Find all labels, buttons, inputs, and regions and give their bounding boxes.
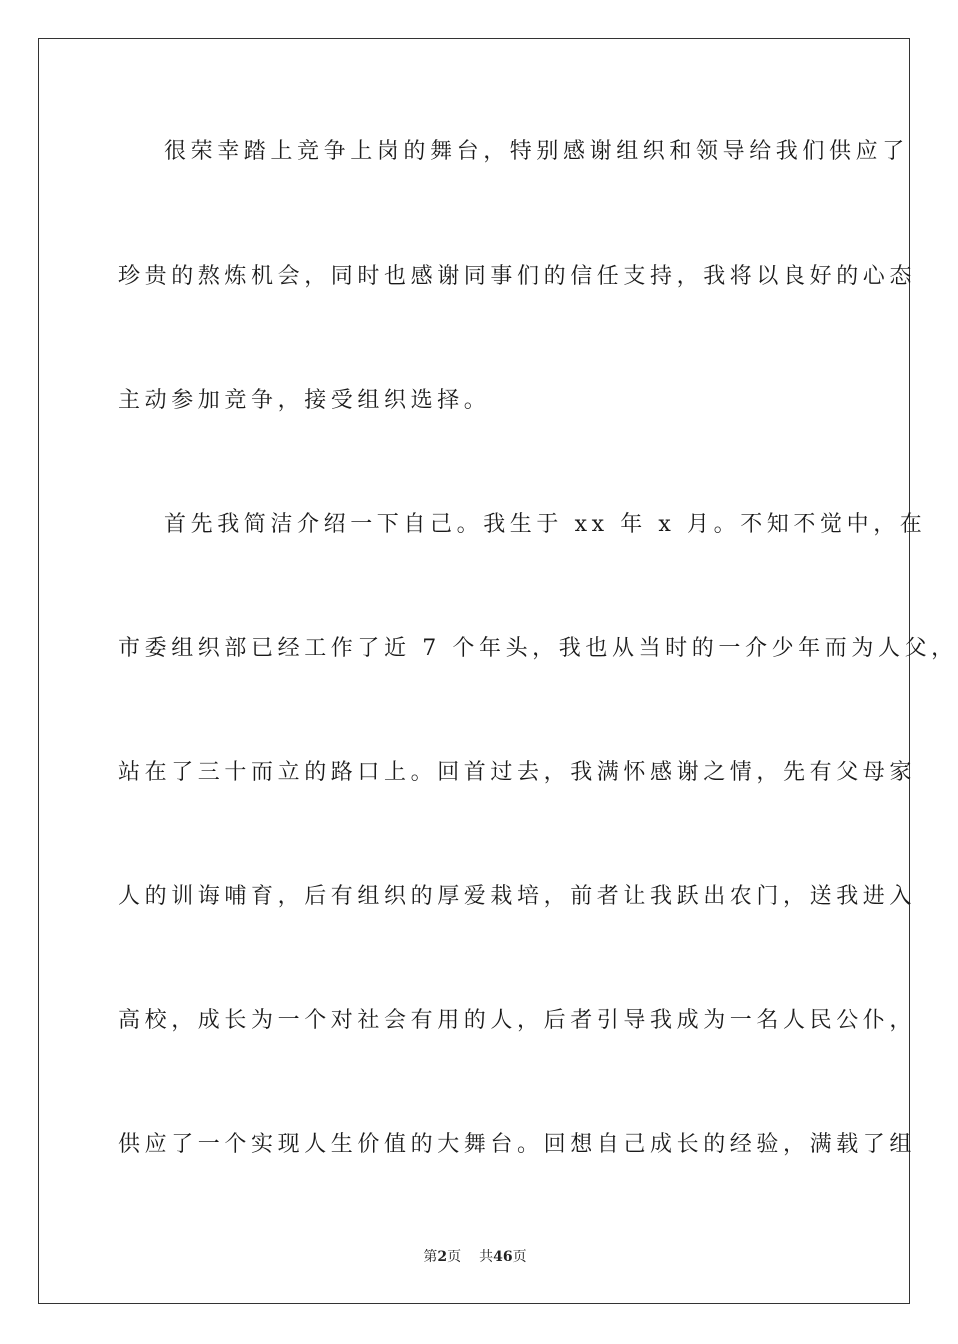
- paragraph-1-line-2: 珍贵的熬炼机会，同时也感谢同事们的信任支持，我将以良好的心态: [118, 264, 917, 289]
- total-prefix: 共: [479, 1249, 494, 1265]
- page-frame: [38, 38, 958, 1304]
- paragraph-2-line-1: 首先我简洁介绍一下自己。我生于 xx 年 x 月。不知不觉中，在: [164, 512, 927, 537]
- paragraph-2-line-4: 人的训诲哺育，后有组织的厚爱栽培，前者让我跃出农门，送我进入: [118, 884, 917, 909]
- paragraph-2-line-5: 高校，成长为一个对社会有用的人，后者引导我成为一名人民公仆，: [118, 1008, 917, 1033]
- total-suffix: 页: [512, 1249, 527, 1265]
- page-footer: [0, 1248, 950, 1266]
- paragraph-2-line-6: 供应了一个实现人生价值的大舞台。回想自己成长的经验，满载了组: [118, 1132, 917, 1157]
- paragraph-1-line-3: 主动参加竞争，接受组织选择。: [118, 388, 491, 413]
- page-prefix: 第: [423, 1249, 438, 1265]
- paragraph-1-line-1: 很荣幸踏上竞争上岗的舞台，特别感谢组织和领导给我们供应了: [164, 139, 909, 164]
- page-number: 2: [437, 1249, 448, 1265]
- page-suffix: 页: [447, 1249, 462, 1265]
- paragraph-2-line-2: 市委组织部已经工作了近 7 个年头，我也从当时的一介少年而为人父，: [118, 636, 958, 661]
- paragraph-2-line-3: 站在了三十而立的路口上。回首过去，我满怀感谢之情，先有父母家: [118, 760, 917, 785]
- total-pages: 46: [493, 1249, 513, 1265]
